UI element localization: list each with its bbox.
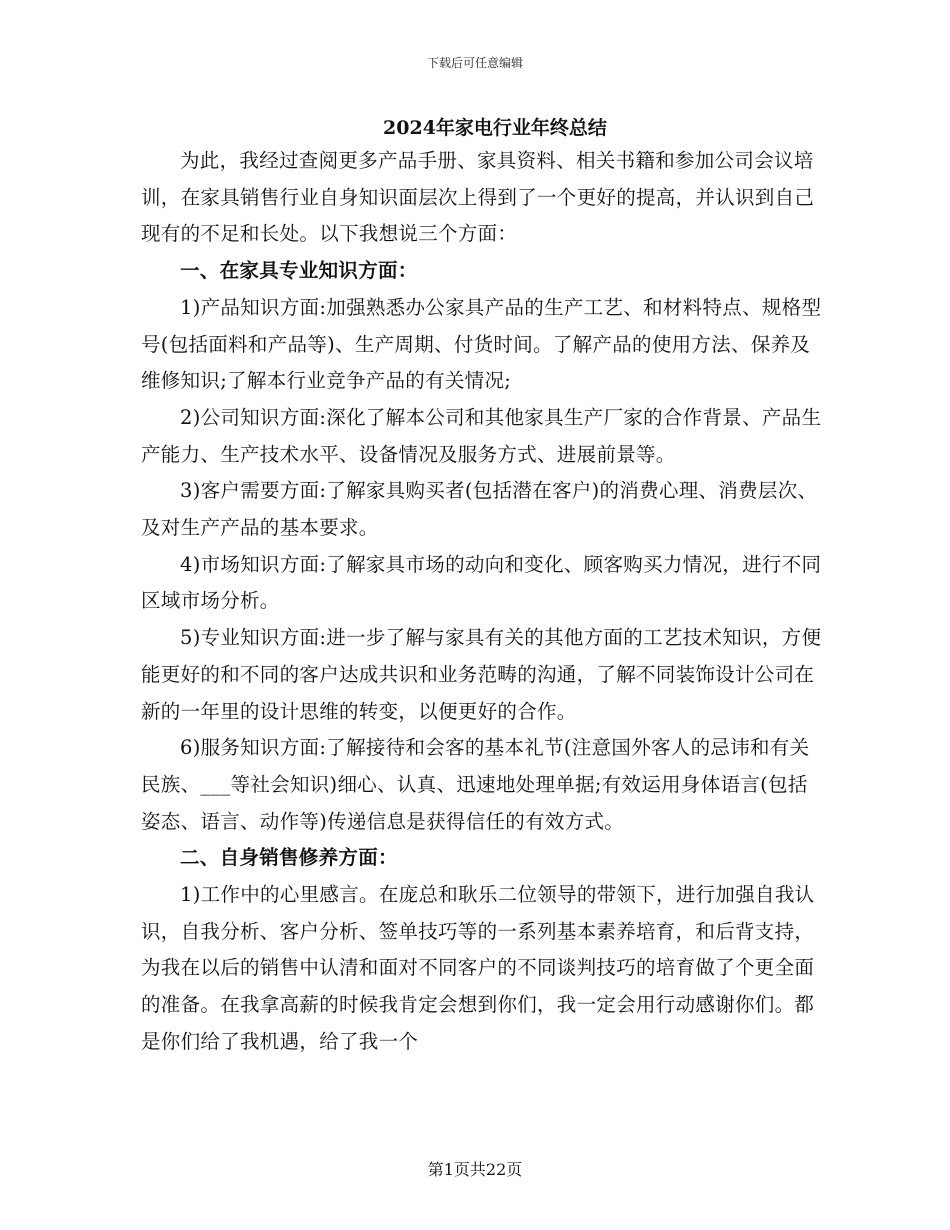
company-knowledge-paragraph: 2)公司知识方面:深化了解本公司和其他家具生产厂家的合作背景、产品生产能力、生产技术水平、设备情况及服务方式、进展前景等。: [141, 405, 822, 466]
intro-paragraph: 为此，我经过查阅更多产品手册、家具资料、相关书籍和参加公司会议培训，在家具销售行业自身知识面层次上得到了一个更好的提高，并认识到自己现有的不足和长处。以下我想说三个方面：: [141, 149, 815, 246]
document-title: 2024年家电行业年终总结: [383, 117, 607, 139]
work-reflection-paragraph: 1)工作中的心里感言。在庞总和耿乐二位领导的带领下，进行加强自我认识，自我分析、客户分析、签单技巧等的一系列基本素养培育，和后背支持，为我在以后的销售中认清和面对不同客户的不同谈判技巧的培育做了个更全面的准备。在我拿高薪的时候我肯定会想到你们，我一定会用行动感谢你们。都是你们给了我机遇，给了我一个: [141, 883, 815, 1053]
customer-needs-paragraph: 3)客户需要方面:了解家具购买者(包括潜在客户)的消费心理、消费层次、及对生产产品的基本要求。: [141, 479, 818, 540]
product-knowledge-paragraph: 1)产品知识方面:加强熟悉办公家具产品的生产工艺、和材料特点、规格型号(包括面料和产品等)、生产周期、付货时间。了解产品的使用方法、保养及维修知识;了解本行业竞争产品的有关情况;: [141, 295, 822, 393]
section-heading-2: 二、自身销售修养方面：: [180, 846, 398, 870]
document-body: [141, 143, 826, 1061]
market-knowledge-paragraph: 4)市场知识方面:了解家具市场的动向和变化、顾客购买力情况，进行不同区域市场分析。: [141, 552, 822, 613]
section-heading-1: 一、在家具专业知识方面：: [180, 259, 418, 283]
page-footer: 第1页共22页: [427, 1160, 523, 1179]
service-knowledge-paragraph: 6)服务知识方面:了解接待和会客的基本礼节(注意国外客人的忌讳和有关民族、___等社会知识)细心、认真、迅速地处理单据;有效运用身体语言(包括姿态、语言、动作等)传递信息是获得信任的有效方式。: [141, 736, 810, 833]
professional-knowledge-paragraph: 5)专业知识方面:进一步了解与家具有关的其他方面的工艺技术知识，方便能更好的和不同的客户达成共识和业务范畴的沟通，了解不同装饰设计公司在新的一年里的设计思维的转变，以便更好的合作。: [141, 626, 822, 723]
header-note: 下载后可任意编辑: [426, 56, 523, 70]
